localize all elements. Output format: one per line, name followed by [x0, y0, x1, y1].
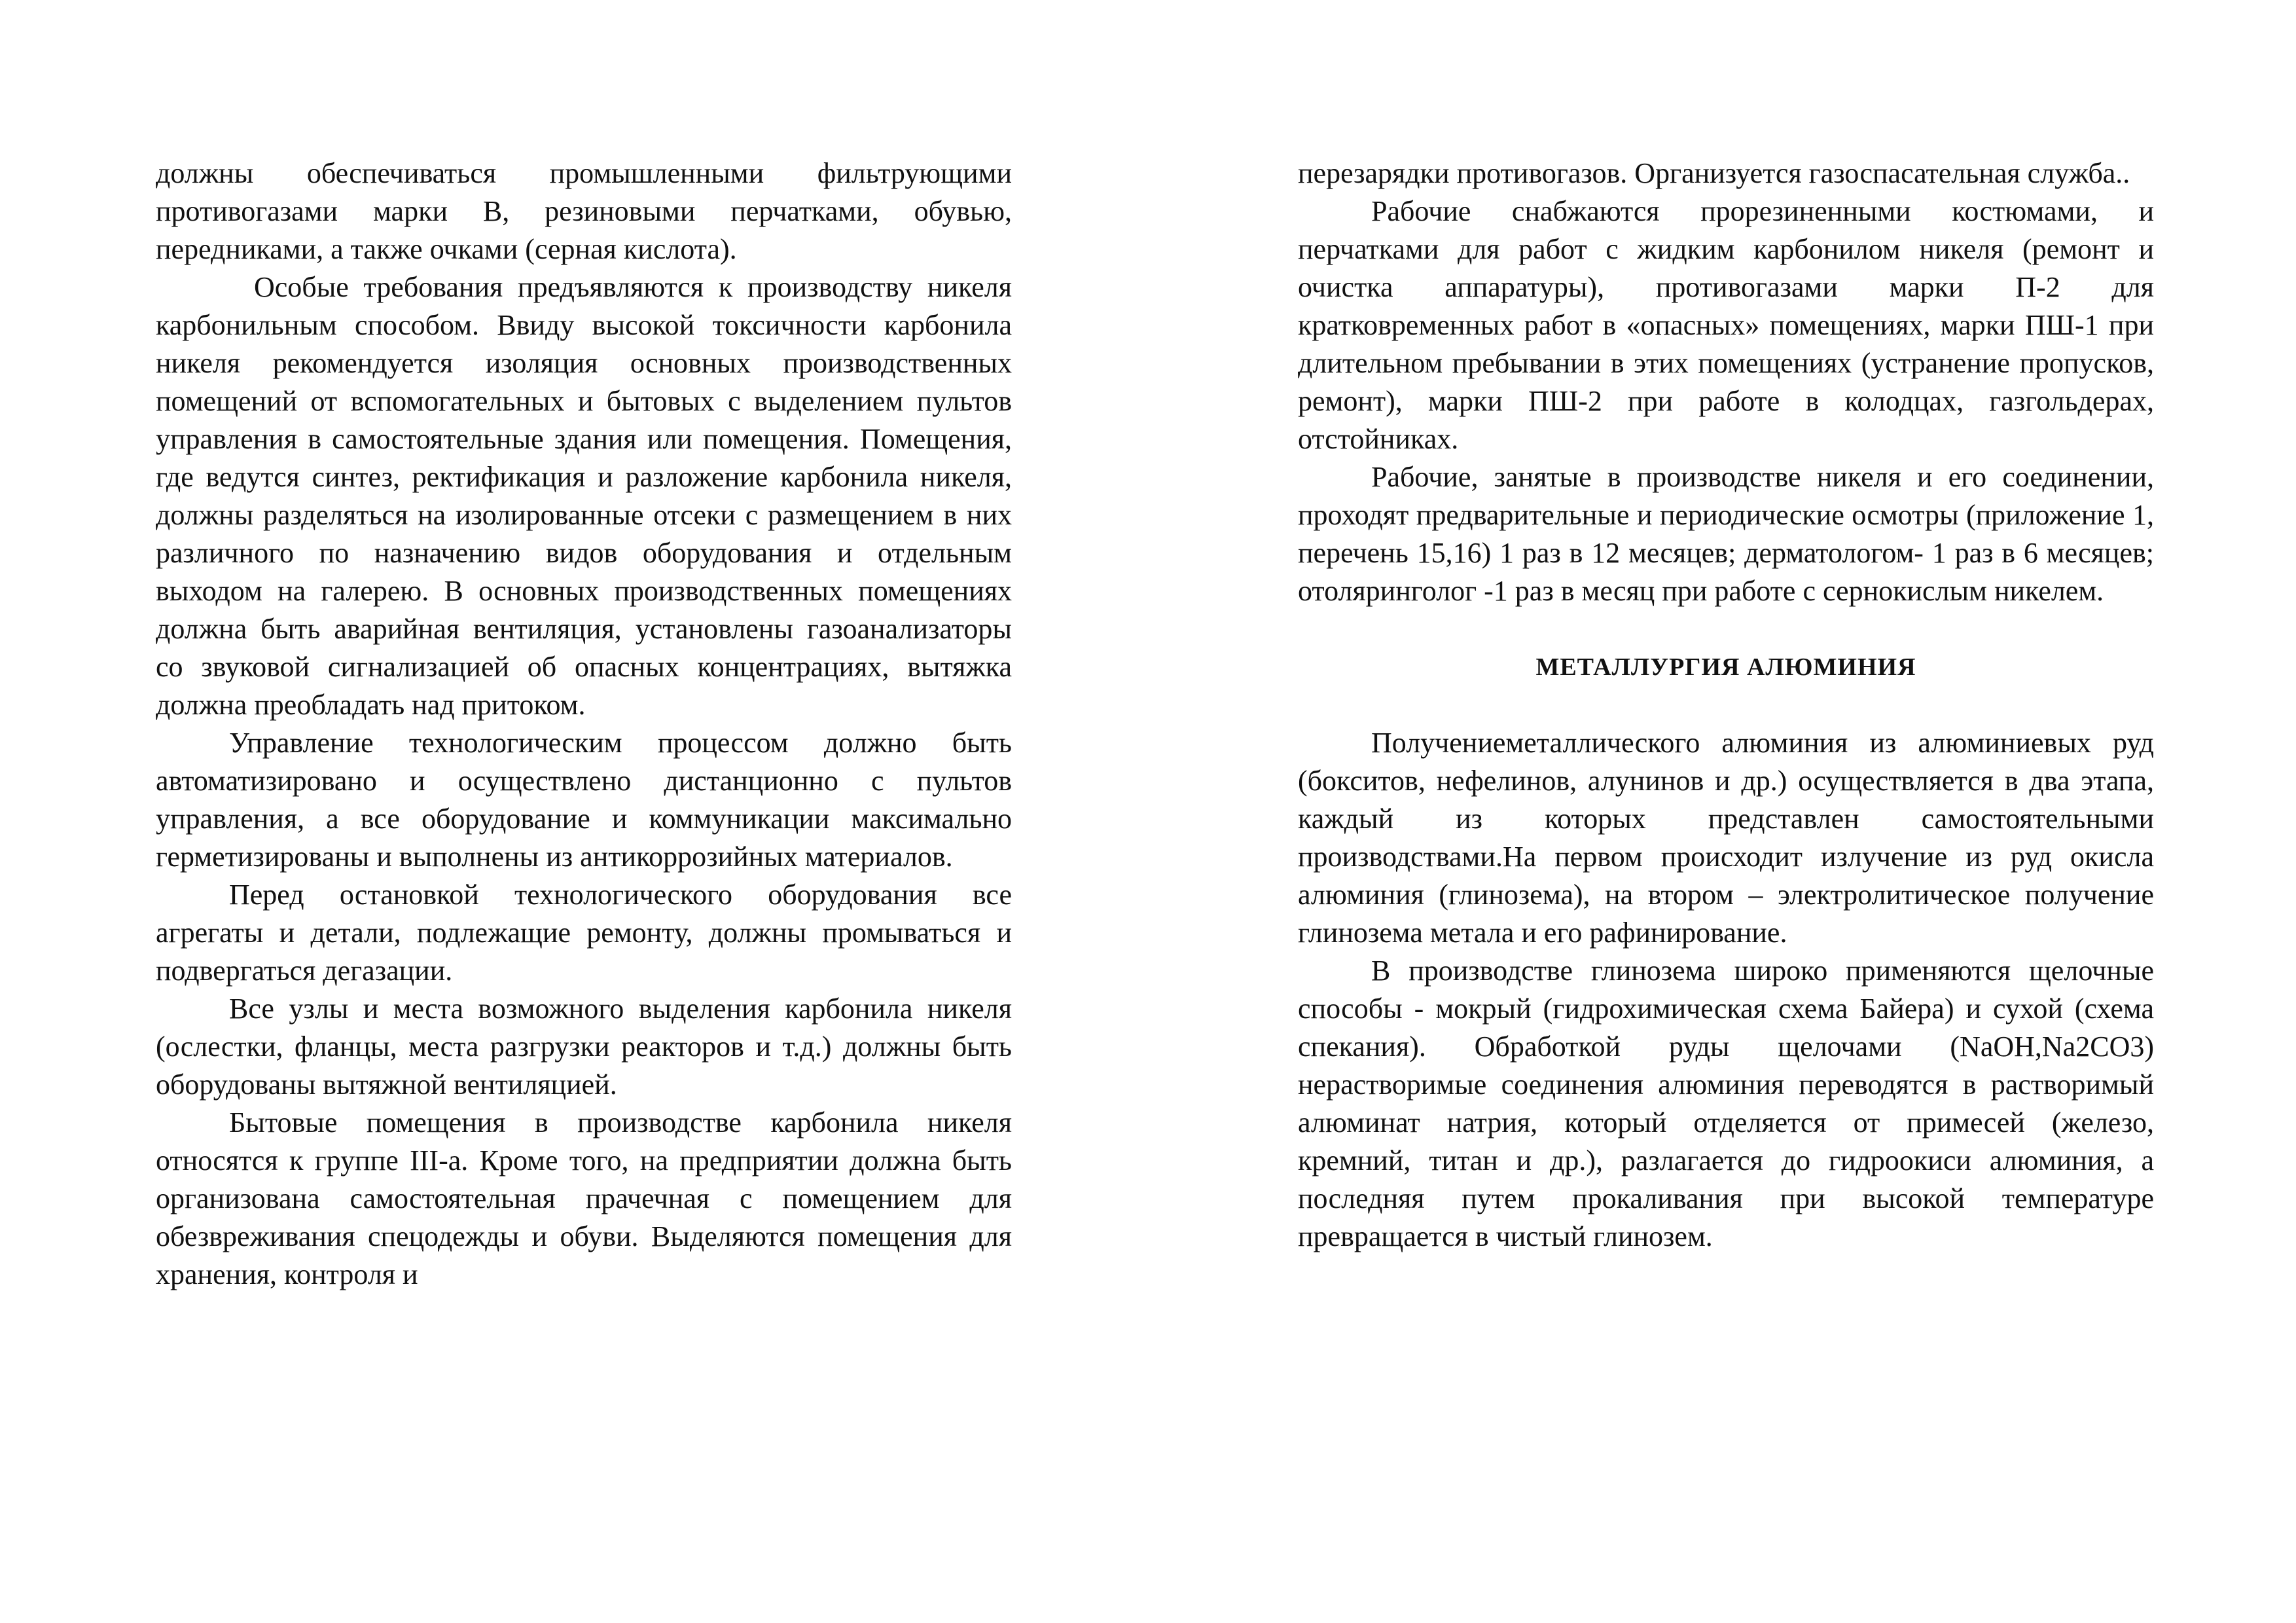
paragraph-process-control: Управление технологическим процессом должно быть автоматизировано и осуществлено дистанционно с пультов управления, а все оборудование и коммуникации максимально герметизированы и выполнены из антикоррозийных материалов. [156, 727, 1012, 873]
paragraph-exhaust-ventilation: Все узлы и места возможного выделения карбонила никеля (ослестки, фланцы, места разгрузки реакторов и т.д.) должны быть оборудованы вытяжной вентиляцией. [156, 993, 1012, 1101]
paragraph-alumina-production: В производстве глинозема широко применяются щелочные способы - мокрый (гидрохимическая схема Байера) и сухой (схема спекания). Обработкой руды щелочами (NaOH,Na2CO3) нерастворимые соединения алюминия переводятся в растворимый алюминат натрия, который отделяется от примесей (железо, кремний, титан и др.), разлагается до гидроокиси алюминия, а последняя путем прокаливания при высокой температуре превращается в чистый глинозем. [1298, 955, 2154, 1252]
section-spacer [1298, 610, 2154, 648]
right-page-column [1298, 155, 2154, 1256]
paragraph-gas-rescue-service: перезарядки противогазов. Организуется газоспасательная служба.. [1298, 157, 2130, 189]
paragraph-medical-examinations: Рабочие, занятые в производстве никеля и его соединении, проходят предварительные и периодические осмотры (приложение 1, перечень 15,16) 1 раз в 12 месяцев; дерматологом- 1 раз в 6 месяцев; отоляринголог -1 раз в месяц при работе с сернокислым никелем. [1298, 461, 2154, 607]
paragraph-aluminum-production-stages: Получениеметаллического алюминия из алюминиевых руд (бокситов, нефелинов, алунинов и др.) осуществляется в два этапа, каждый из которых представлен самостоятельными производствами.На первом происходит излучение из руд окисла алюминия (глинозема), на втором – электролитическое получение глинозема метала и его рафинирование. [1298, 727, 2154, 949]
paragraph-ppe-requirements: должны обеспечиваться промышленными фильтрующими противогазами марки В, резиновыми перчатками, обувью, передниками, а также очками (серная кислота). [156, 157, 1012, 265]
section-heading-aluminum-metallurgy: МЕТАЛЛУРГИЯ АЛЮМИНИЯ [1535, 653, 1916, 681]
section-spacer [1298, 686, 2154, 724]
left-page-column [156, 155, 1012, 1294]
paragraph-household-premises: Бытовые помещения в производстве карбонила никеля относятся к группе III-а. Кроме того, на предприятии должна быть организована самостоятельная прачечная с помещением для обезвреживания спецодежды и обуви. Выделяются помещения для хранения, контроля и [156, 1106, 1012, 1290]
paragraph-equipment-shutdown: Перед остановкой технологического оборудования все агрегаты и детали, подлежащие ремонту, должны промываться и подвергаться дегазации. [156, 879, 1012, 987]
paragraph-workers-protective-suits: Рабочие снабжаются прорезиненными костюмами, и перчатками для работ с жидким карбонилом никеля (ремонт и очистка аппаратуры), противогазами марки П-2 для кратковременных работ в «опасных» помещениях, марки ПШ-1 при длительном пребывании в этих помещениях (устранение пропусков, ремонт), марки ПШ-2 при работе в колодцах, газгольдерах, отстойниках. [1298, 195, 2154, 455]
paragraph-carbonyl-nickel-requirements: Особые требования предъявляются к производству никеля карбонильным способом. Ввиду высокой токсичности карбонила никеля рекомендуется изоляция основных производственных помещений от вспомогательных и бытовых с выделением пультов управления в самостоятельные здания или помещения. Помещения, где ведутся синтез, ректификация и разложение карбонила никеля, должны разделяться на изолированные отсеки с размещением в них различного по назначению видов оборудования и отдельным выходом на галерею. В основных производственных помещениях должна быть аварийная вентиляция, установлены газоанализаторы со звуковой сигнализацией об опасных концентрациях, вытяжка должна преобладать над притоком. [156, 271, 1012, 721]
